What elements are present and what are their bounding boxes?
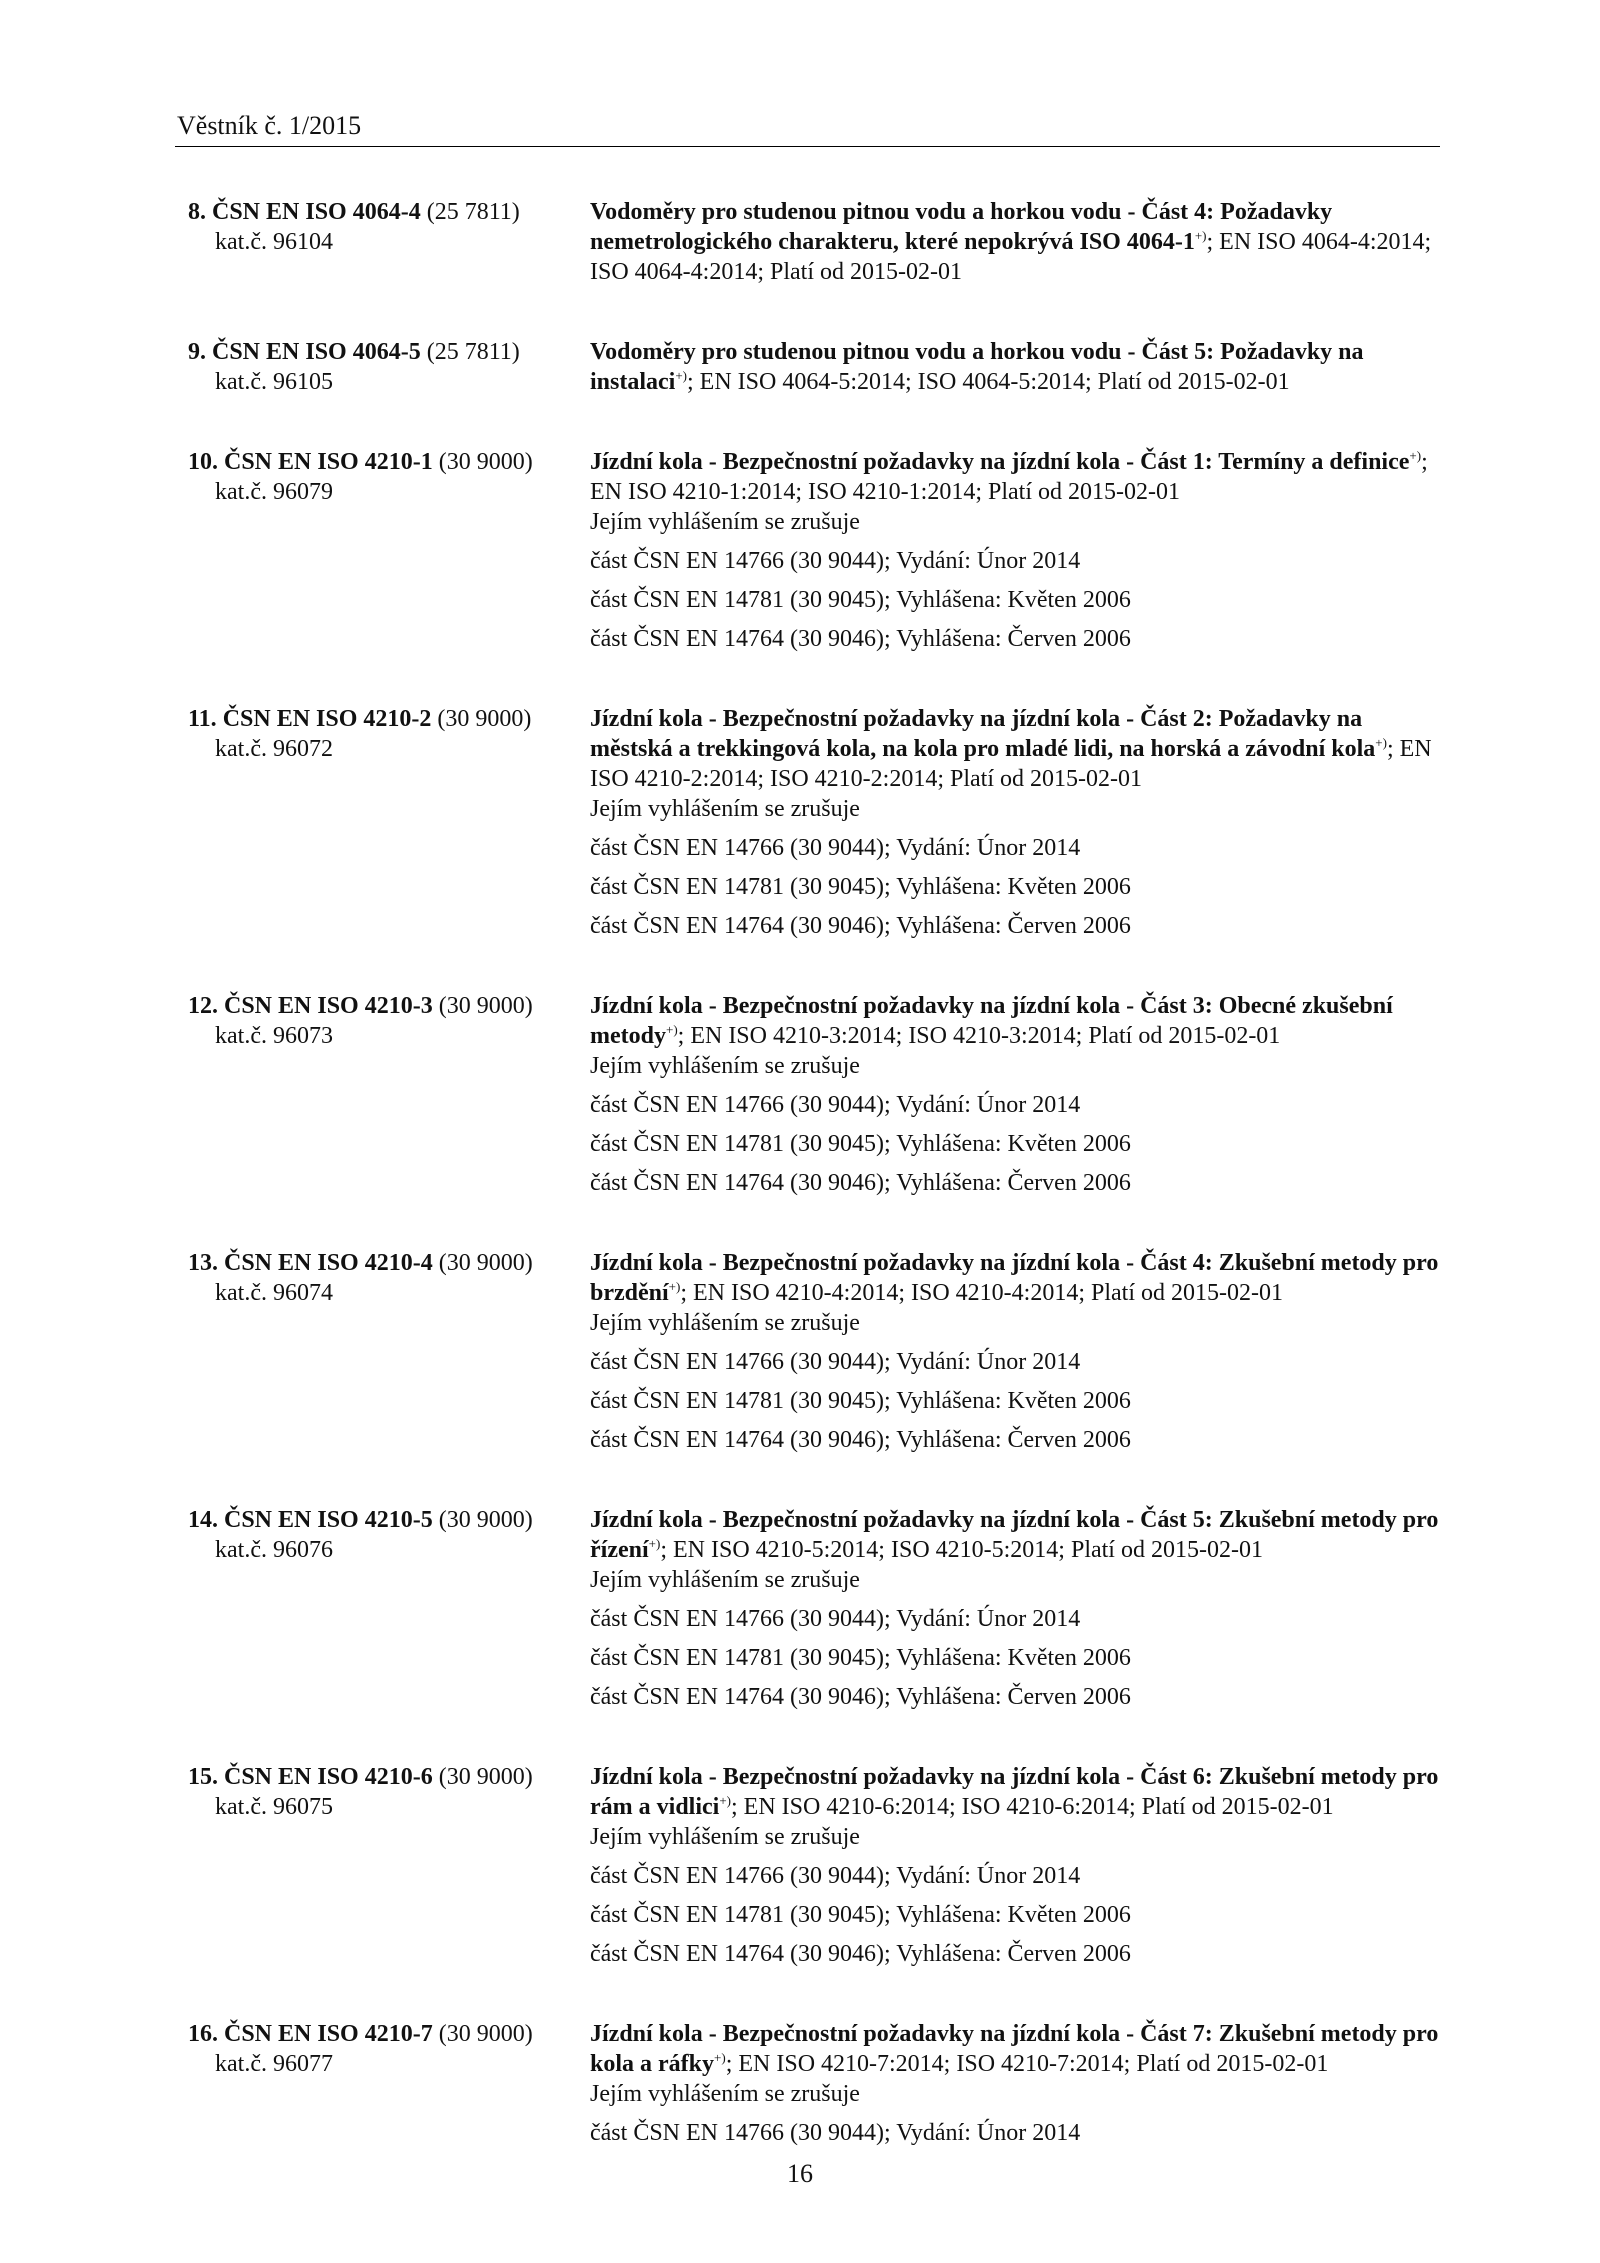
standard-entry bbox=[0, 1505, 1600, 1712]
catalog-number: kat.č. 96076 bbox=[215, 1537, 333, 1563]
entry-number: 15. bbox=[188, 1764, 218, 1790]
replaced-standard: část ČSN EN 14781 (30 9045); Vyhlášena: Květen 2006 bbox=[590, 1388, 1131, 1414]
page-header-title: Věstník č. 1/2015 bbox=[177, 111, 362, 140]
standards-list bbox=[0, 197, 1600, 2148]
replaced-standard: část ČSN EN 14766 (30 9044); Vydání: Únor 2014 bbox=[590, 2120, 1081, 2146]
replaces-label: Jejím vyhlášením se zrušuje bbox=[590, 796, 860, 822]
standard-description bbox=[590, 704, 1450, 941]
standard-description bbox=[590, 2019, 1450, 2148]
footnote-marker: +) bbox=[1375, 735, 1387, 750]
replaces-list bbox=[590, 1565, 1450, 1712]
standard-details: ; EN ISO 4210-5:2014; ISO 4210-5:2014; Platí od 2015-02-01 bbox=[660, 1537, 1263, 1563]
classification-code: (30 9000) bbox=[438, 1250, 533, 1276]
replaced-standard: část ČSN EN 14766 (30 9044); Vydání: Únor 2014 bbox=[590, 1606, 1081, 1632]
standard-details: ; EN ISO 4210-4:2014; ISO 4210-4:2014; Platí od 2015-02-01 bbox=[680, 1280, 1283, 1306]
entry-number: 11. bbox=[188, 706, 217, 732]
page-number: 16 bbox=[787, 2159, 813, 2188]
entry-number: 10. bbox=[188, 449, 218, 475]
standard-entry bbox=[0, 1762, 1600, 1969]
standard-designation bbox=[188, 447, 578, 507]
standard-description bbox=[590, 1248, 1450, 1455]
standard-details: ; EN ISO 4210-7:2014; ISO 4210-7:2014; Platí od 2015-02-01 bbox=[725, 2051, 1329, 2077]
standard-description bbox=[590, 337, 1450, 397]
footnote-marker: +) bbox=[1194, 228, 1207, 243]
replaced-standard: část ČSN EN 14766 (30 9044); Vydání: Únor 2014 bbox=[590, 1863, 1081, 1889]
standard-description bbox=[590, 1762, 1450, 1969]
replaced-standard: část ČSN EN 14781 (30 9045); Vyhlášena: Květen 2006 bbox=[590, 1131, 1131, 1157]
standard-designation bbox=[188, 197, 578, 257]
footnote-marker: +) bbox=[668, 1279, 681, 1294]
replaced-standard: část ČSN EN 14764 (30 9046); Vyhlášena: Červen 2006 bbox=[590, 1170, 1131, 1196]
catalog-number: kat.č. 96074 bbox=[215, 1280, 333, 1306]
standard-details: ; EN ISO 4210-1:2014; ISO 4210-1:2014; Platí od 2015-02-01 bbox=[590, 449, 1428, 505]
entry-number: 9. bbox=[188, 339, 206, 365]
standard-title: Vodoměry pro studenou pitnou vodu a horkou vodu - Část 4: Požadavky nemetrologického charakteru, které nepokrývá ISO 4064-1 bbox=[590, 199, 1333, 255]
replaced-standard: část ČSN EN 14781 (30 9045); Vyhlášena: Květen 2006 bbox=[590, 1902, 1131, 1928]
standard-designation bbox=[188, 1248, 578, 1308]
standard-entry bbox=[0, 2019, 1600, 2148]
replaced-standard: část ČSN EN 14766 (30 9044); Vydání: Únor 2014 bbox=[590, 548, 1081, 574]
classification-code: (25 7811) bbox=[426, 339, 520, 365]
classification-code: (25 7811) bbox=[426, 199, 520, 225]
replaces-label: Jejím vyhlášením se zrušuje bbox=[590, 2081, 860, 2107]
entry-number: 16. bbox=[188, 2021, 218, 2047]
standard-description bbox=[590, 447, 1450, 654]
footnote-marker: +) bbox=[719, 1793, 731, 1808]
catalog-number: kat.č. 96077 bbox=[215, 2051, 333, 2077]
standard-entry bbox=[0, 991, 1600, 1198]
catalog-number: kat.č. 96105 bbox=[215, 369, 333, 395]
standard-description bbox=[590, 991, 1450, 1198]
replaced-standard: část ČSN EN 14764 (30 9046); Vyhlášena: Červen 2006 bbox=[590, 913, 1131, 939]
standard-details: ; EN ISO 4210-6:2014; ISO 4210-6:2014; Platí od 2015-02-01 bbox=[731, 1794, 1334, 1820]
standard-details: ; EN ISO 4064-5:2014; ISO 4064-5:2014; Platí od 2015-02-01 bbox=[687, 369, 1290, 395]
classification-code: (30 9000) bbox=[438, 2021, 533, 2047]
standard-title: Vodoměry pro studenou pitnou vodu a horkou vodu - Část 5: Požadavky na instalaci bbox=[590, 339, 1364, 395]
standard-code: ČSN EN ISO 4210-7 bbox=[224, 2021, 433, 2047]
standard-code: ČSN EN ISO 4210-2 bbox=[222, 706, 432, 732]
standard-entry bbox=[0, 337, 1600, 397]
catalog-number: kat.č. 96104 bbox=[215, 229, 333, 255]
standard-code: ČSN EN ISO 4210-4 bbox=[224, 1250, 433, 1276]
replaced-standard: část ČSN EN 14764 (30 9046); Vyhlášena: Červen 2006 bbox=[590, 626, 1131, 652]
standard-code: ČSN EN ISO 4064-5 bbox=[212, 339, 421, 365]
replaces-label: Jejím vyhlášením se zrušuje bbox=[590, 1310, 860, 1336]
standard-title: Jízdní kola - Bezpečnostní požadavky na jízdní kola - Část 6: Zkušební metody pro rám a vidlici bbox=[590, 1764, 1439, 1820]
replaces-label: Jejím vyhlášením se zrušuje bbox=[590, 1824, 860, 1850]
replaced-standard: část ČSN EN 14766 (30 9044); Vydání: Únor 2014 bbox=[590, 1092, 1081, 1118]
standard-title: Jízdní kola - Bezpečnostní požadavky na jízdní kola - Část 5: Zkušební metody pro řízení bbox=[590, 1507, 1439, 1563]
standard-entry bbox=[0, 197, 1600, 287]
standard-designation bbox=[188, 1505, 578, 1565]
entry-number: 8. bbox=[188, 199, 206, 225]
standard-entry bbox=[0, 1248, 1600, 1455]
standard-title: Jízdní kola - Bezpečnostní požadavky na jízdní kola - Část 2: Požadavky na městská a trekkingová kola, na kola pro mladé lidi, na horská a závodní kola bbox=[590, 706, 1376, 762]
standard-designation bbox=[188, 2019, 578, 2079]
classification-code: (30 9000) bbox=[438, 1764, 533, 1790]
replaces-list bbox=[590, 507, 1450, 654]
standard-title: Jízdní kola - Bezpečnostní požadavky na jízdní kola - Část 7: Zkušební metody pro kola a ráfky bbox=[590, 2021, 1439, 2077]
classification-code: (30 9000) bbox=[438, 449, 533, 475]
replaces-list bbox=[590, 794, 1450, 941]
header-rule bbox=[175, 146, 1440, 147]
footnote-marker: +) bbox=[648, 1536, 661, 1551]
replaces-list bbox=[590, 1822, 1450, 1969]
replaced-standard: část ČSN EN 14764 (30 9046); Vyhlášena: Červen 2006 bbox=[590, 1684, 1131, 1710]
replaces-list bbox=[590, 1051, 1450, 1198]
replaced-standard: část ČSN EN 14766 (30 9044); Vydání: Únor 2014 bbox=[590, 1349, 1081, 1375]
replaced-standard: část ČSN EN 14766 (30 9044); Vydání: Únor 2014 bbox=[590, 835, 1081, 861]
catalog-number: kat.č. 96072 bbox=[215, 736, 333, 762]
standard-code: ČSN EN ISO 4064-4 bbox=[212, 199, 421, 225]
entry-number: 12. bbox=[188, 993, 218, 1019]
classification-code: (30 9000) bbox=[438, 1507, 533, 1533]
entry-number: 14. bbox=[188, 1507, 218, 1533]
standard-entry bbox=[0, 447, 1600, 654]
standard-details: ; EN ISO 4210-2:2014; ISO 4210-2:2014; Platí od 2015-02-01 bbox=[590, 736, 1432, 792]
replaces-label: Jejím vyhlášením se zrušuje bbox=[590, 1053, 860, 1079]
standard-entry bbox=[0, 704, 1600, 941]
replaced-standard: část ČSN EN 14764 (30 9046); Vyhlášena: Červen 2006 bbox=[590, 1941, 1131, 1967]
standard-description bbox=[590, 1505, 1450, 1712]
standard-description bbox=[590, 197, 1450, 287]
catalog-number: kat.č. 96075 bbox=[215, 1794, 333, 1820]
standard-title: Jízdní kola - Bezpečnostní požadavky na jízdní kola - Část 1: Termíny a definice bbox=[590, 449, 1410, 475]
footnote-marker: +) bbox=[714, 2050, 726, 2065]
replaced-standard: část ČSN EN 14781 (30 9045); Vyhlášena: Květen 2006 bbox=[590, 874, 1131, 900]
classification-code: (30 9000) bbox=[438, 993, 533, 1019]
replaced-standard: část ČSN EN 14781 (30 9045); Vyhlášena: Květen 2006 bbox=[590, 1645, 1131, 1671]
classification-code: (30 9000) bbox=[437, 706, 532, 732]
standard-code: ČSN EN ISO 4210-6 bbox=[224, 1764, 433, 1790]
standard-designation bbox=[188, 1762, 578, 1822]
standard-designation bbox=[188, 991, 578, 1051]
standard-designation bbox=[188, 704, 578, 764]
replaces-label: Jejím vyhlášením se zrušuje bbox=[590, 1567, 860, 1593]
standard-code: ČSN EN ISO 4210-1 bbox=[224, 449, 433, 475]
catalog-number: kat.č. 96079 bbox=[215, 479, 333, 505]
replaces-list bbox=[590, 2079, 1450, 2148]
replaces-label: Jejím vyhlášením se zrušuje bbox=[590, 509, 860, 535]
standard-details: ; EN ISO 4064-4:2014; ISO 4064-4:2014; Platí od 2015-02-01 bbox=[590, 229, 1432, 285]
footnote-marker: +) bbox=[675, 368, 688, 383]
footnote-marker: +) bbox=[1409, 448, 1422, 463]
standard-title: Jízdní kola - Bezpečnostní požadavky na jízdní kola - Část 4: Zkušební metody pro brzdění bbox=[590, 1250, 1439, 1306]
catalog-number: kat.č. 96073 bbox=[215, 1023, 333, 1049]
replaced-standard: část ČSN EN 14764 (30 9046); Vyhlášena: Červen 2006 bbox=[590, 1427, 1131, 1453]
standard-code: ČSN EN ISO 4210-5 bbox=[224, 1507, 433, 1533]
standard-designation bbox=[188, 337, 578, 397]
replaced-standard: část ČSN EN 14781 (30 9045); Vyhlášena: Květen 2006 bbox=[590, 587, 1131, 613]
replaces-list bbox=[590, 1308, 1450, 1455]
footnote-marker: +) bbox=[665, 1022, 678, 1037]
standard-details: ; EN ISO 4210-3:2014; ISO 4210-3:2014; Platí od 2015-02-01 bbox=[677, 1023, 1281, 1049]
standard-title: Jízdní kola - Bezpečnostní požadavky na jízdní kola - Část 3: Obecné zkušební metody bbox=[590, 993, 1393, 1049]
entry-number: 13. bbox=[188, 1250, 218, 1276]
standard-code: ČSN EN ISO 4210-3 bbox=[224, 993, 433, 1019]
